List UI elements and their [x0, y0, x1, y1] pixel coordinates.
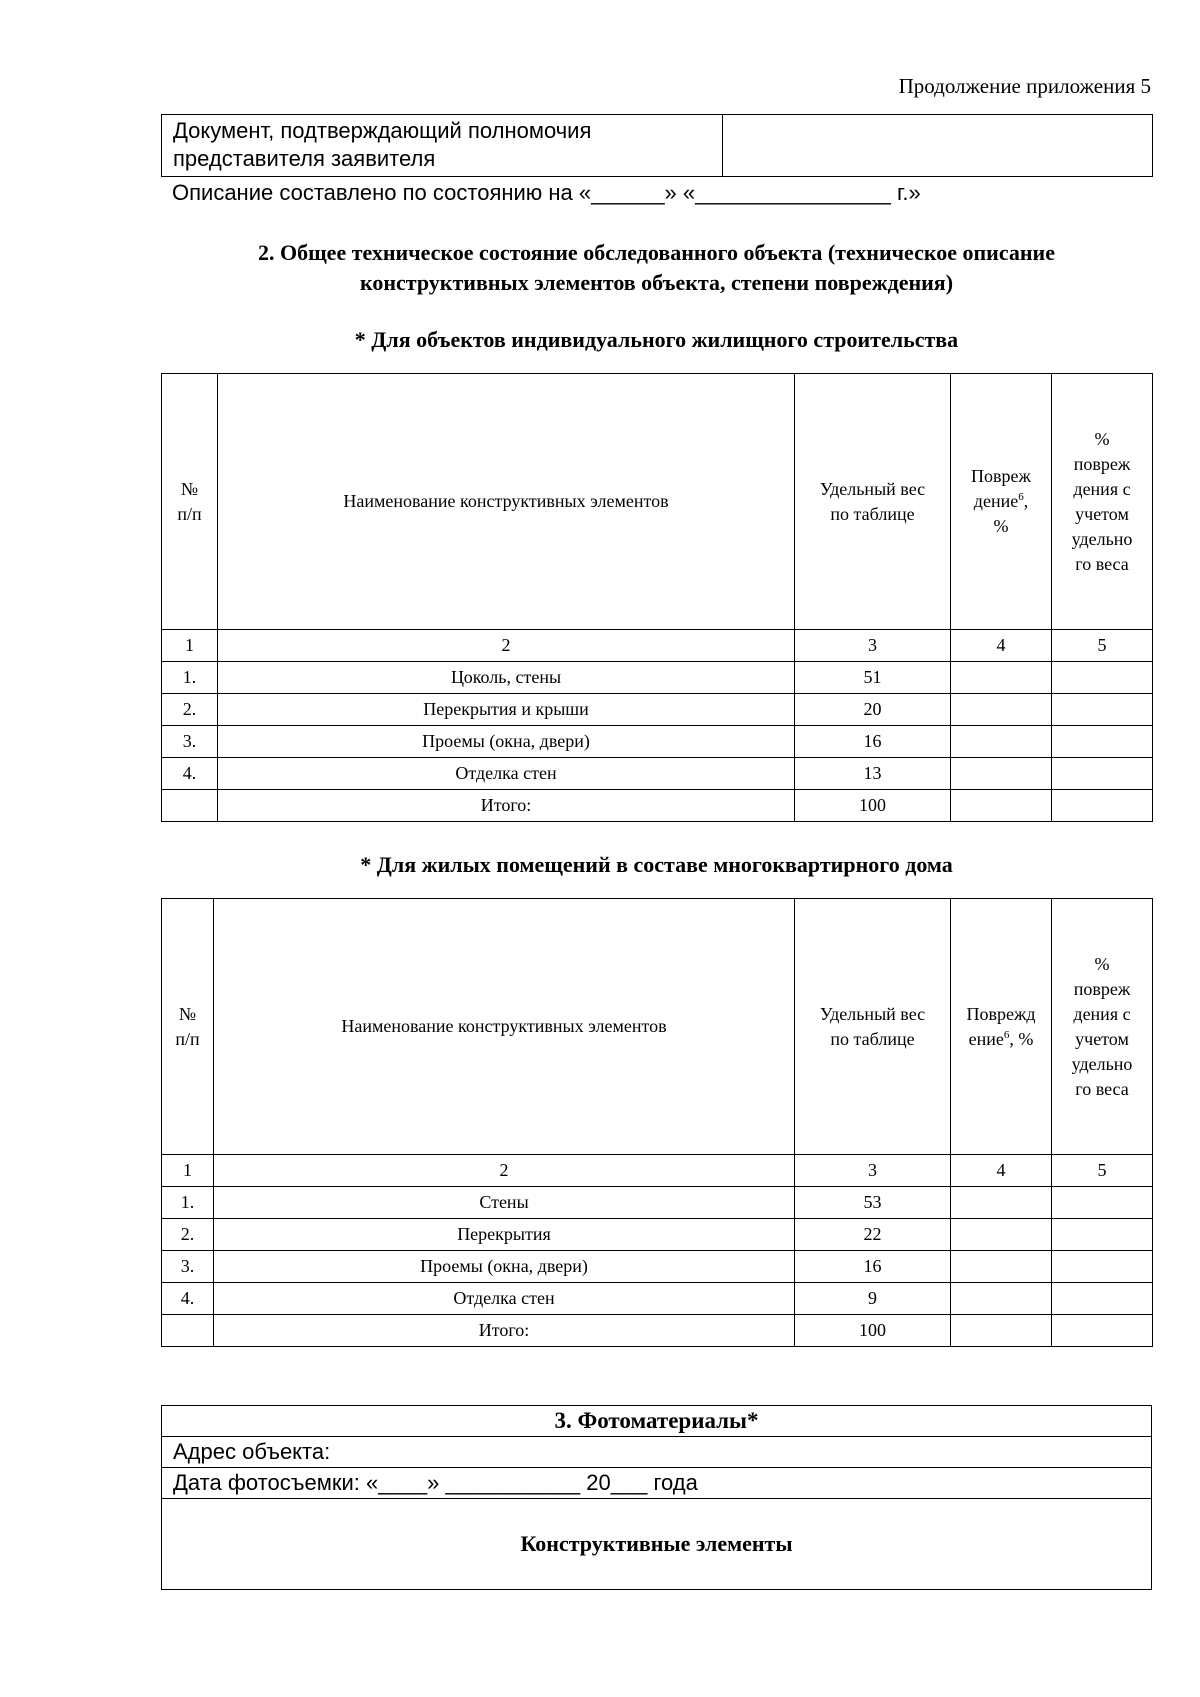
- table-row: 2. Перекрытия и крыши 20: [162, 694, 1153, 726]
- header-num: № п/п: [162, 374, 218, 630]
- weighted-damage-cell[interactable]: [1052, 758, 1153, 790]
- header-weighted-damage: % повреж дения с учетом удельно го веса: [1052, 899, 1153, 1155]
- object-address-field[interactable]: Адрес объекта:: [162, 1437, 1152, 1468]
- header-damage: Поврежд ение$^6$, %: [951, 899, 1052, 1155]
- weighted-damage-cell[interactable]: [1052, 694, 1153, 726]
- total-row: Итого: 100: [162, 790, 1153, 822]
- column-number-row: 1 2 3 4 5: [162, 1155, 1153, 1187]
- representative-document-table: [161, 114, 1153, 177]
- representative-document-value[interactable]: [723, 115, 1153, 177]
- header-damage: Повреж дение$^6$, %: [951, 374, 1052, 630]
- weighted-damage-cell[interactable]: [1052, 1251, 1153, 1283]
- table-row: 4. Отделка стен 13: [162, 758, 1153, 790]
- table-2-subtitle: * Для жилых помещений в составе многоквартирного дома: [360, 852, 953, 877]
- weighted-damage-cell[interactable]: [1052, 1315, 1153, 1347]
- table-row: 4. Отделка стен 9: [162, 1283, 1153, 1315]
- damage-cell[interactable]: [951, 726, 1052, 758]
- section-2-title-line-2: конструктивных элементов объекта, степени повреждения): [359, 270, 954, 295]
- damage-cell[interactable]: [951, 758, 1052, 790]
- damage-cell[interactable]: [951, 790, 1052, 822]
- table-1-subtitle: * Для объектов индивидуального жилищного строительства: [354, 327, 959, 352]
- weighted-damage-cell[interactable]: [1052, 726, 1153, 758]
- damage-cell[interactable]: [951, 1219, 1052, 1251]
- damage-cell[interactable]: [951, 662, 1052, 694]
- total-row: Итого: 100: [162, 1315, 1153, 1347]
- table-row: 3. Проемы (окна, двери) 16: [162, 1251, 1153, 1283]
- label-line-1: Документ, подтверждающий полномочия: [173, 118, 592, 143]
- section-2-title: [161, 238, 1152, 298]
- table-row: 3. Проемы (окна, двери) 16: [162, 726, 1153, 758]
- weighted-damage-cell[interactable]: [1052, 790, 1153, 822]
- column-number-row: 1 2 3 4 5: [162, 630, 1153, 662]
- weighted-damage-cell[interactable]: [1052, 1187, 1153, 1219]
- weighted-damage-cell[interactable]: [1052, 1219, 1153, 1251]
- header-name: Наименование конструктивных элементов: [218, 374, 795, 630]
- damage-cell[interactable]: [951, 1315, 1052, 1347]
- header-weight: Удельный вес по таблице: [795, 899, 951, 1155]
- weighted-damage-cell[interactable]: [1052, 1283, 1153, 1315]
- table-row: 1. Цоколь, стены 51: [162, 662, 1153, 694]
- individual-housing-table: [161, 373, 1153, 822]
- photo-date-field[interactable]: Дата фотосъемки: «____» ___________ 20___ года: [162, 1468, 1152, 1499]
- damage-cell[interactable]: [951, 1283, 1052, 1315]
- header-weighted-damage: % повреж дения с учетом удельно го веса: [1052, 374, 1153, 630]
- header-name: Наименование конструктивных элементов: [214, 899, 795, 1155]
- header-weight: Удельный вес по таблице: [795, 374, 951, 630]
- apartment-building-table: [161, 898, 1153, 1347]
- section-2-title-line-1: 2. Общее техническое состояние обследованного объекта (техническое описание: [258, 240, 1055, 265]
- damage-cell[interactable]: [951, 694, 1052, 726]
- damage-cell[interactable]: [951, 1187, 1052, 1219]
- constructive-elements-heading: Конструктивные элементы: [162, 1499, 1152, 1590]
- damage-cell[interactable]: [951, 1251, 1052, 1283]
- header-num: № п/п: [162, 899, 214, 1155]
- photo-materials-table: [161, 1405, 1152, 1590]
- weighted-damage-cell[interactable]: [1052, 662, 1153, 694]
- table-row: 1. Стены 53: [162, 1187, 1153, 1219]
- label-line-2: представителя заявителя: [173, 146, 436, 171]
- table-row: 2. Перекрытия 22: [162, 1219, 1153, 1251]
- continuation-note: Продолжение приложения 5: [898, 74, 1151, 98]
- section-3-title: 3. Фотоматериалы*: [162, 1406, 1152, 1437]
- representative-document-label: [162, 115, 723, 177]
- description-date-line: Описание составлено по состоянию на «______» «________________ г.»: [172, 180, 921, 205]
